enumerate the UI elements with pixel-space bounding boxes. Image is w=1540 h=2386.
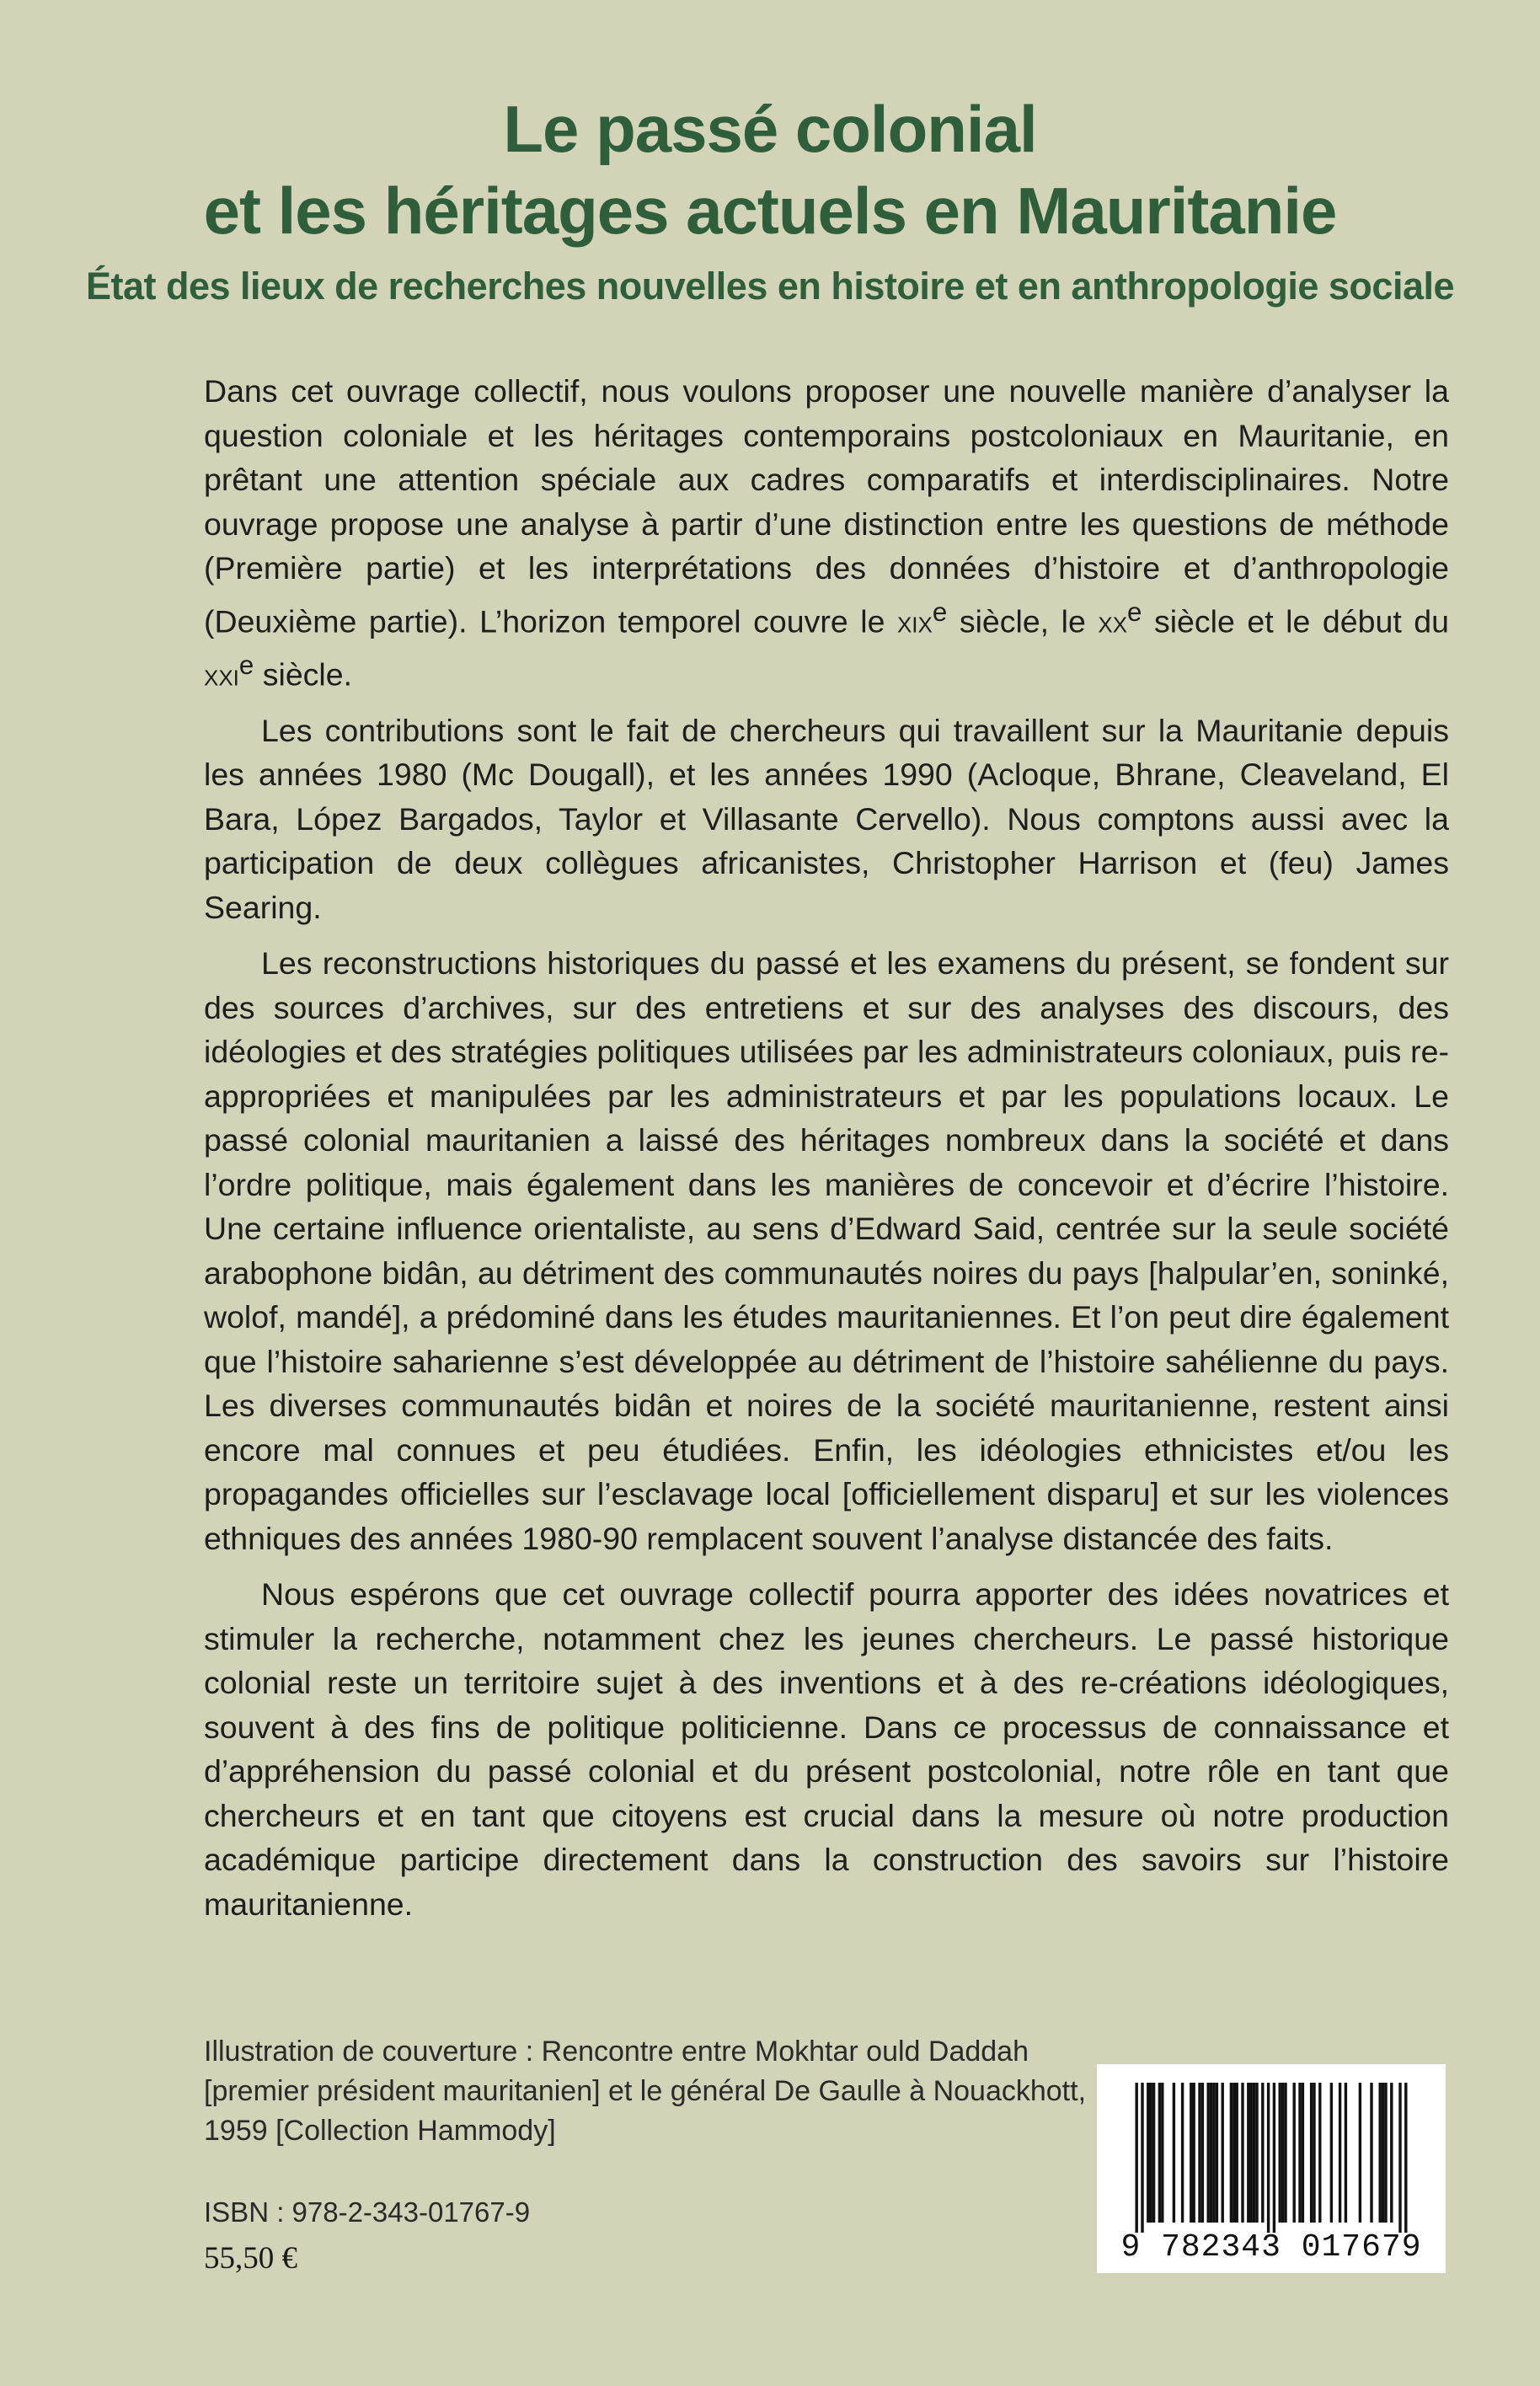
barcode-bar (1267, 2083, 1270, 2233)
barcode-bar (1173, 2083, 1175, 2223)
barcode-bar (1261, 2083, 1264, 2223)
title-line-2: et les héritages actuels en Mauritanie (203, 174, 1337, 248)
summary-paragraph-2: Les contributions sont le fait de chercheurs qui travaillent sur la Mauritanie depuis les années 1980 (Mc Dougall), et les années 1990 (Acloque, Bhrane, Cleaveland, El Bara, López Bargados, Taylor et Villasante Cervello). Nous comptons aussi avec la participation de deux collègues africanistes, Christopher Harrison et (feu) James Searing. (204, 712, 1449, 925)
barcode-bar (1284, 2083, 1286, 2223)
barcode-bar (1158, 2083, 1161, 2223)
summary-paragraph-1: Dans cet ouvrage collectif, nous voulons proposer une nouvelle manière d’analyser la question coloniale et les héritages contemporains postcoloniaux en Mauritanie, en prêtant une attention spéciale aux cadres comparatifs et interdisciplinaires. Notre ouvrage propose une analyse à partir d’une distinction entre les questions de méthode (Première partie) et les interprétations des données d’histoire et d’anthropologie (Deuxième partie). L’horizon temporel couvre le xix$^e$ siècle, le $xx^e$ siècle et le début du xxi$^e$ siècle. (204, 373, 1449, 692)
barcode-bar (1339, 2083, 1341, 2223)
barcode-bar (1210, 2083, 1212, 2223)
barcode-bar (1404, 2083, 1407, 2233)
title-line-1: Le passé colonial (503, 92, 1037, 166)
barcode-bar (1212, 2083, 1215, 2223)
barcode-bar (1193, 2083, 1195, 2223)
isbn: ISBN : 978-2-343-01767-9 (204, 2196, 531, 2228)
barcode-bar (1147, 2083, 1149, 2223)
barcode-bar (1310, 2083, 1313, 2223)
barcode-bar (1216, 2083, 1218, 2223)
barcode-bar (1273, 2083, 1275, 2233)
barcode-bar (1298, 2083, 1301, 2223)
barcode (1097, 2064, 1446, 2273)
barcode-bar (1302, 2083, 1304, 2223)
barcode-bar (1293, 2083, 1296, 2223)
subtitle: État des lieux de recherches nouvelles en histoire et en anthropologie sociale (85, 265, 1455, 308)
barcode-bar (1198, 2083, 1200, 2223)
barcode-bar (1279, 2083, 1281, 2223)
barcode-bar (1141, 2083, 1143, 2233)
barcode-bar (1201, 2083, 1204, 2223)
cover-illustration-credit: Illustration de couverture : Rencontre entre Mokhtar ould Daddah [premier président mauritanien] et le général De Gaulle à Nouackhott, 1959 [Collection Hammody] (204, 2036, 1087, 2147)
summary-text (204, 369, 1449, 1938)
barcode-bar (1384, 2083, 1387, 2223)
barcode-bar (1250, 2083, 1253, 2223)
barcode-bar (1152, 2083, 1155, 2223)
barcode-bar (1150, 2083, 1152, 2223)
barcode-bar (1222, 2083, 1224, 2223)
barcode-bar (1233, 2083, 1235, 2223)
century-xxi: xxi (204, 656, 239, 692)
barcode-bar (1230, 2083, 1233, 2223)
barcode-digits: 9 782343 017679 (1120, 2229, 1422, 2266)
barcode-bar (1382, 2083, 1384, 2223)
barcode-bars (1097, 2064, 1446, 2233)
barcode-bar (1136, 2083, 1138, 2233)
barcode-bar (1390, 2083, 1393, 2223)
barcode-bar (1370, 2083, 1372, 2223)
barcode-bar (1241, 2083, 1243, 2223)
barcode-bar (1190, 2083, 1192, 2223)
barcode-bar (1207, 2083, 1210, 2223)
barcode-bar (1247, 2083, 1249, 2223)
barcode-bar (1313, 2083, 1315, 2223)
barcode-bar (1255, 2083, 1258, 2223)
barcode-bar (1359, 2083, 1361, 2223)
price: 55,50 € (204, 2241, 297, 2276)
barcode-bar (1345, 2083, 1347, 2223)
barcode-bar (1398, 2083, 1401, 2233)
barcode-bar (1236, 2083, 1238, 2223)
summary-paragraph-4: Nous espérons que cet ouvrage collectif pourra apporter des idées novatrices et stimuler la recherche, notamment chez les jeunes chercheurs. Le passé historique colonial reste un territoire sujet à des inventions et à des re-créations idéologiques, souvent à des fins de politique politicienne. Dans ce processus de connaissance et d’appréhension du passé colonial et du présent postcolonial, notre rôle en tant que chercheurs et en tant que citoyens est crucial dans la mesure où notre production académique participe directement dans la construction des savoirs sur l’histoire mauritanienne. (204, 1576, 1449, 1922)
barcode-bar (1281, 2083, 1284, 2223)
barcode-bar (1318, 2083, 1321, 2223)
century-xix: xix (896, 603, 933, 639)
barcode-bar (1379, 2083, 1382, 2223)
barcode-bar (1253, 2083, 1255, 2223)
century-xx: xx (1098, 603, 1128, 639)
barcode-bar (1181, 2083, 1184, 2223)
barcode-bar (1161, 2083, 1163, 2223)
summary-paragraph-3: Les reconstructions historiques du passé et les examens du présent, se fondent sur des sources d’archives, sur des entretiens et sur des analyses des discours, des idéologies et des stratégies politiques utilisées par les administrateurs coloniaux, puis re-appropriées et manipulées par les administrateurs et par les populations locaux. Le passé colonial mauritanien a laissé des héritages nombreux dans la société et dans l’ordre politique, mais également dans les manières de concevoir et d’écrire l’histoire. Une certaine influence orientaliste, au sens d’Edward Said, centrée sur la seule société arabophone bidân, au détriment des communautés noires du pays [halpular’en, soninké, wolof, mandé], a prédominé dans les études mauritaniennes. Et l’on peut dire également que l’histoire saharienne s’est développée au détriment de l’histoire sahélienne du pays. Les diverses communautés bidân et noires de la société mauritanienne, restent ainsi encore mal connues et peu étudiées. Enfin, les idéologies ethnicistes et/ou les propagandes officielles sur l’esclavage local [officiellement disparu] et sur les violences ethniques des années 1980-90 remplacent souvent l’analyse distancée des faits. (204, 945, 1449, 1556)
barcode-bar (1330, 2083, 1333, 2223)
